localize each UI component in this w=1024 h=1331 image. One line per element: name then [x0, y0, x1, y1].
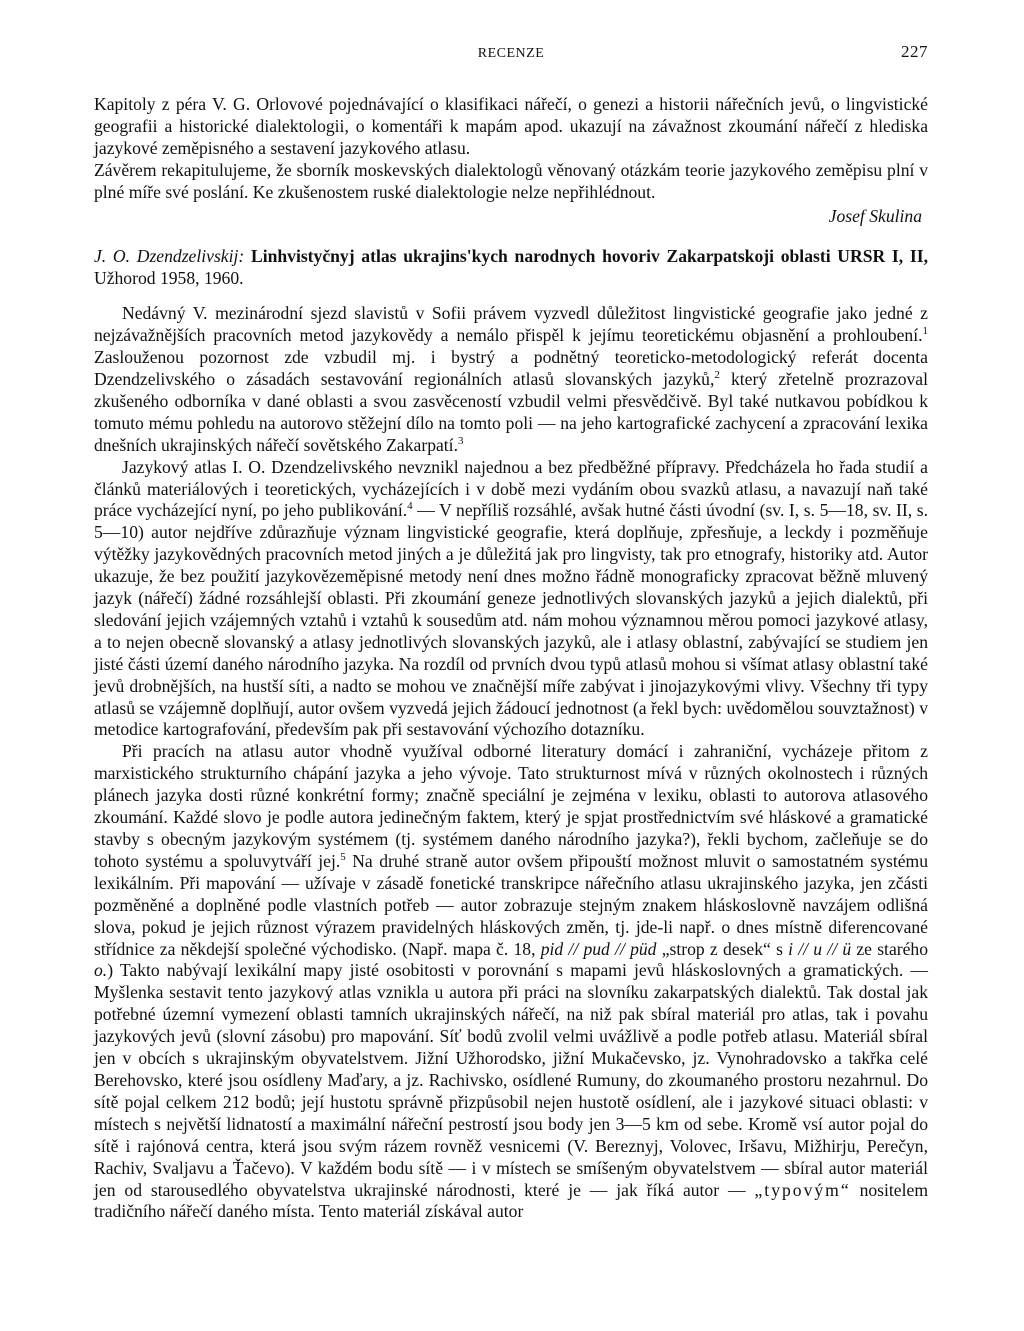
spaced-emphasis: „typovým“ — [754, 1179, 851, 1200]
review-conclusion — [94, 94, 928, 227]
book-author: J. O. Dzendzelivskij: — [94, 246, 245, 267]
footnote-ref: 5 — [340, 851, 346, 864]
text-run: Nedávný V. mezinárodní sjezd slavistů v Sofii právem vyzvedl důležitost lingvistické geografie jako jedné z nejzávažnějších pracovních metod jazykovědy a nemálo přispěl k jejímu teoretickému objasnění a prohloubení. — [94, 303, 928, 346]
text-run: Na druhé straně autor ovšem připouští možnost mluvit o samostatném systému lexikálním. Při mapování — užívaje v zásadě fonetické transkripce nářečního atlasu ukrajinského jazyka, jen zčásti pozměněné a doplněné podle vlastních potřeb — autor zobrazuje stejným znakem hláskoslovně navzájem odlišná slova, pokud je jejich různost výrazem pravidelných hláskových změn, tj. jde-li např. o dnes místně diferencované střídnice za někdejší společné východisko. (Např. mapa č. 18, — [94, 850, 929, 959]
footnote-ref: 3 — [457, 434, 464, 447]
review-body — [94, 303, 928, 1223]
text-run: Jazykový atlas I. O. Dzendzelivského nevznikl najednou a bez předběžné přípravy. Předcházela ho řada studií a článků materiálových i teoretických, vycházejících i v době mezi vydáním obou svazků atlasu, a navazují naň také práce vycházející nyní, po jeho publikování. — [94, 456, 928, 521]
text-run: který zřetelně prozrazoval zkušeného odborníka v dané oblasti a svou zasvěceností vzbudil velmi přesvědčivě. Byl také nutkavou pobídkou k tomuto mému pohledu na autorovo stěžejní dílo na tomto poli — na jeho kartografické zachycení a zpracování lexika dnešních ukrajinských nářečí sovětského Zakarpatí. — [94, 368, 928, 455]
body-paragraph-1 — [94, 303, 928, 456]
text-run: — V nepříliš rozsáhlé, avšak hutné části úvodní (sv. I, s. 5—18, sv. II, s. 5—10) autor nejdříve zdůrazňuje význam lingvistické geografie, která doplňuje, zpřesňuje, a leckdy i pozměňuje výtěžky jazykovědných pracovních metod jiných a je důležitá jak pro lingvisty, tak pro etnografy, historiky atd. Autor ukazuje, že bez použití jazykovězeměpisné metody není dnes možno řádně monograficky zpracovat běžně mluvený jazyk (nářečí) žádné rozsáhlejší oblasti. Při zkoumání geneze jednotlivých slovanských jazyků a jejich dialektů, při sledování jejich vzájemných vztahů i vztahů k sousedům atd. nám mohou významnou měrou pomoci jazykové atlasy, a to nejen obecně slovanský a atlasy jednotlivých slovanských jazyků, ale i atlasy oblastní, zabývající se studiem jen jisté části území daného národního jazyka. Na rozdíl od prvních dvou typů atlasů mohou si všímat atlasy oblastní také jevů drobnějších, na hustší síti, a nadto se mohou ve značnější míře zabývat i jinojazykovými vlivy. Všechny tři typy atlasů se vzájemně doplňují, autor ovšem vyzvedá jejich žádoucí jednotnost (a řekl bych: uvědomělou souvztažnost) v metodice kartografování, především pak při sestavování výchozího dotazníku. — [94, 500, 929, 740]
review-bibliography — [94, 246, 928, 290]
text-run: nositelem tradičního nářečí daného místa. Tento materiál získával autor — [94, 1179, 928, 1222]
footnote-ref: 1 — [922, 325, 928, 338]
text-run: Zaslouženou pozornost zde vzbudil mj. i bystrý a podnětný teoreticko-metodologický referát docenta Dzendzelivského o zásadách sestavování regionálních atlasů slovanských jazyků, — [94, 347, 928, 389]
body-paragraph-3 — [94, 741, 928, 1223]
body-paragraph-2 — [94, 457, 928, 742]
example-vowel-o: o. — [94, 960, 108, 981]
example-vowels: i // u // ü — [788, 938, 852, 959]
text-run: „strop z desek“ s — [656, 938, 789, 959]
example-forms: pid // pud // püd — [540, 938, 657, 959]
text-run: Při pracích na atlasu autor vhodně využíval odborné literatury domácí i zahraniční, vycházeje přitom z marxistického strukturního chápání jazyka a jeho vývoje. Tato strukturnost mívá v různých okolnostech i různých plánech jazyka dosti různé konkrétní formy; značně speciální je zejména v lexiku, oblasti to autorova atlasového zkoumání. Každé slovo je podle autora jedinečným faktem, který je spjat prostřednictvím své hláskové a gramatické stavby s obecným jazykovým systémem (tj. systémem daného národního jazyka?), řekli bychom, začleňuje se do tohoto systému a spoluvytváří jej. — [94, 741, 928, 871]
conclusion-paragraph-2: Závěrem rekapitulujeme, že sborník moskevských dialektologů věnovaný otázkám teorie jazykového zeměpisu plní v plné míře své poslání. Ke zkušenostem ruské dialektologie nelze nepřihlédnout. — [94, 159, 928, 202]
running-title: RECENZE — [477, 46, 545, 61]
footnote-ref: 4 — [407, 500, 413, 513]
book-imprint: Užhorod 1958, 1960. — [94, 268, 244, 289]
book-title: Linhvistyčnyj atlas ukrajins'kych narodnych hovoriv Zakarpatskoji oblasti URSR I, II, — [250, 246, 928, 267]
text-run: ze starého — [851, 938, 929, 959]
running-head — [94, 40, 928, 74]
reviewer-signature: Josef Skulina — [828, 205, 922, 226]
conclusion-paragraph-1: Kapitoly z péra V. G. Orlovové pojednávající o klasifikaci nářečí, o genezi a historii nářečních jevů, o lingvistické geografii a historické dialektologii, o komentáři k mapám apod. ukazují na závažnost zkoumání nářečí z hlediska jazykové zeměpisného a sestavení jazykového atlasu. — [94, 94, 928, 158]
text-run: ) Takto nabývají lexikální mapy jisté osobitosti v porovnání s mapami jevů hláskoslovných a gramatických. — Myšlenka sestavit tento jazykový atlas vznikla u autora při práci na slovníku zakarpatských dialektů. Tak dostal jak potřebné územní vymezení oblasti tamních ukrajinských nářečí, na niž pak sbíral materiál pro atlas, tak i povahu jazykových jevů (slovní zásobu) pro mapování. Síť bodů zvolil velmi uvážlivě a podle potřeb atlasu. Materiál sbíral jen v obcích s ukrajinským obyvatelstvem. Jižní Užhorodsko, jižní Mukačevsko, jz. Vynohradovsko a takřka celé Berehovsko, které jsou osídleny Maďary, a jz. Rachivsko, osídlené Rumuny, do zkoumaného prostoru nezahrnul. Do sítě pojal celkem 212 bodů; její hustotu správně přizpůsobil nejen hustotě osídlení, ale i jazykové situaci oblasti: v místech s největší lidnatostí a maximální nářeční pestrostí jsou body jen 3—5 km od sebe. Kromě vsí autor pojal do sítě i rajónová centra, která jsou svým rázem rovněž vesnicemi (V. Bereznyj, Volovec, Iršavu, Mižhirju, Perečyn, Rachiv, Svaljavu a Ťačevo). V každém bodu sítě — i v místech se smíšeným obyvatelstvem — sbíral autor materiál jen od starousedlého obyvatelstva ukrajinské národnosti, které je — jak říká autor — — [94, 960, 928, 1200]
footnote-ref: 2 — [714, 369, 720, 382]
page-number: 227 — [901, 42, 928, 61]
